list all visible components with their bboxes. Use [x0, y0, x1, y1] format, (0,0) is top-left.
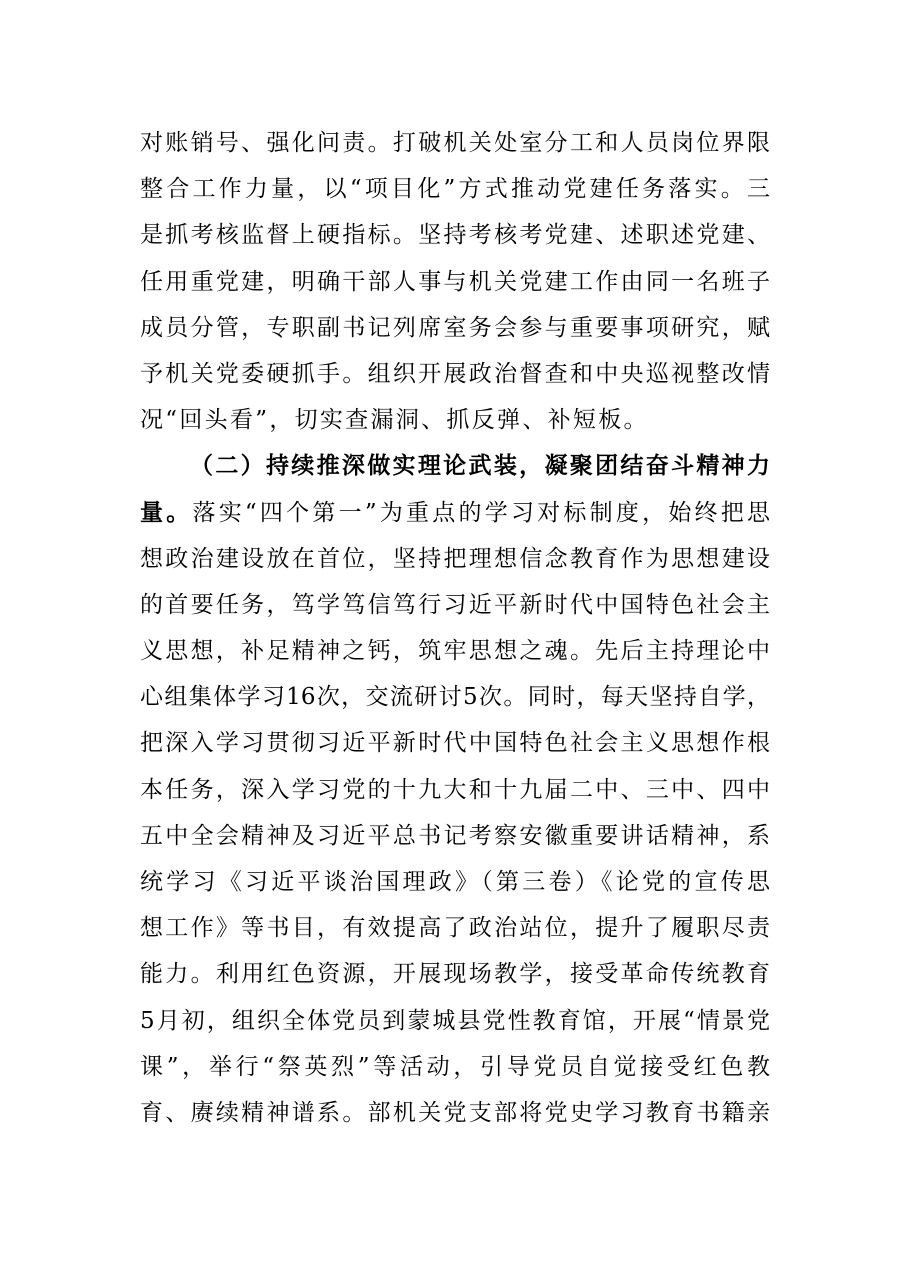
- body-text-line: 任用重党建，明确干部人事与机关党建工作由同一名班子: [140, 268, 770, 295]
- section-heading: （二）持续推深做实理论武装，凝聚团结奋斗精神力: [190, 452, 770, 480]
- body-text-line: 统学习《习近平谈治国理政》（第三卷）《论党的宣传思: [140, 869, 770, 895]
- body-text-line: 整合工作力量，以“项目化”方式推动党建任务落实。三: [140, 176, 770, 203]
- body-text-line: 想工作》等书目，有效提高了政治站位，提升了履职尽责: [140, 915, 770, 942]
- body-text-line: 想政治建设放在首位，坚持把理想信念教育作为思想建设: [140, 545, 770, 572]
- section-heading-continuation: 量。: [140, 498, 193, 526]
- body-text-line: 义思想，补足精神之钙，筑牢思想之魂。先后主持理论中: [140, 638, 770, 665]
- body-text-run: 落实“四个第一”为重点的学习对标制度，始终把思: [192, 499, 770, 526]
- body-text-line: 予机关党委硬抓手。组织开展政治督查和中央巡视整改情: [140, 360, 770, 387]
- body-text-line: 5月初，组织全体党员到蒙城县党性教育馆，开展“情景党: [140, 1007, 770, 1034]
- body-text-line: 成员分管，专职副书记列席室务会参与重要事项研究，赋: [140, 314, 770, 341]
- body-text-line: 五中全会精神及习近平总书记考察安徽重要讲话精神，系: [140, 822, 770, 849]
- document-page: [140, 120, 770, 1136]
- body-text-line: 课”，举行“祭英烈”等活动，引导党员自觉接受红色教: [140, 1053, 770, 1080]
- body-text-line: 对账销号、强化问责。打破机关处室分工和人员岗位界限: [140, 130, 770, 156]
- section-2-paragraph: [140, 443, 770, 1136]
- body-text-line: [140, 490, 770, 536]
- body-text-line: 本任务，深入学习党的十九大和十九届二中、三中、四中: [140, 776, 770, 803]
- body-text-line: 况“回头看”，切实查漏洞、抓反弹、补短板。: [140, 407, 649, 434]
- body-text-line: 育、赓续精神谱系。部机关党支部将党史学习教育书籍亲: [140, 1099, 770, 1126]
- body-text-line: 能力。利用红色资源，开展现场教学，接受革命传统教育: [140, 961, 770, 988]
- body-text-line: 是抓考核监督上硬指标。坚持考核考党建、述职述党建、: [140, 222, 770, 249]
- body-text-line: 心组集体学习16次，交流研讨5次。同时，每天坚持自学，: [140, 684, 770, 711]
- section-1-paragraph: [140, 120, 770, 443]
- body-text-line: 把深入学习贯彻习近平新时代中国特色社会主义思想作根: [140, 730, 770, 757]
- body-text-line: 的首要任务，笃学笃信笃行习近平新时代中国特色社会主: [140, 591, 770, 618]
